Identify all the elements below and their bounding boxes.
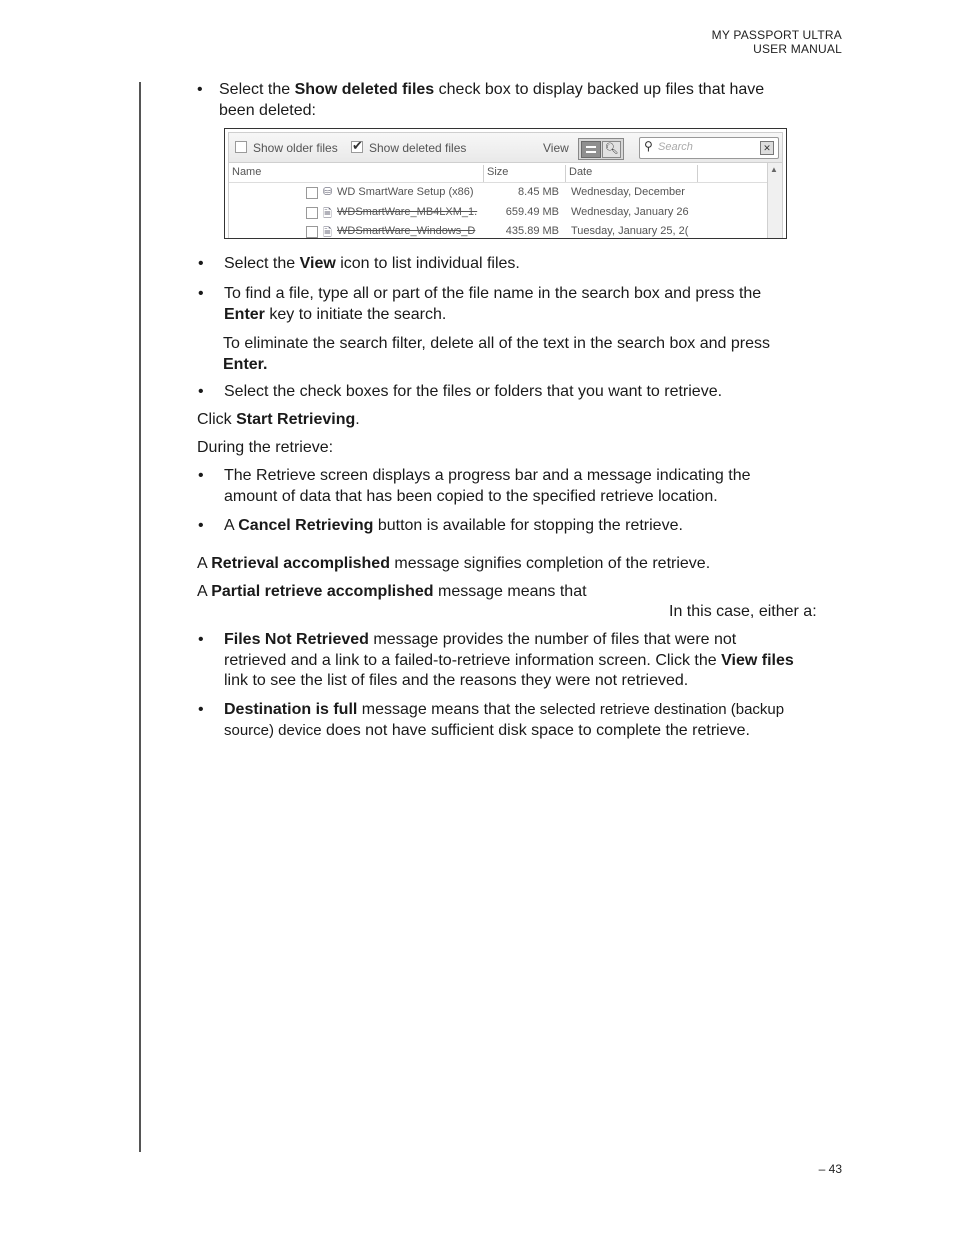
intro-pre: Select the: [219, 81, 295, 98]
bullet-glyph: •: [198, 517, 204, 534]
small-text-run: source) device: [224, 721, 322, 739]
view-label: View: [543, 141, 569, 155]
find-bullet-text: [224, 284, 844, 325]
bullet-glyph: •: [198, 285, 204, 302]
show-deleted-checkbox[interactable]: [351, 138, 363, 153]
document-icon: 🗎︎: [323, 208, 332, 220]
column-divider: [565, 165, 566, 183]
file-name: WDSmartWare_MB4LXM_1.: [337, 206, 478, 218]
view-bullet-text: [224, 254, 844, 275]
margin-rule: [139, 82, 141, 1152]
show-older-checkbox[interactable]: [235, 141, 247, 153]
text-run: icon to list individual files.: [335, 255, 520, 272]
column-name[interactable]: Name: [232, 166, 262, 178]
bullet-glyph: •: [198, 255, 204, 272]
file-name: WD SmartWare Setup (x86): [337, 186, 474, 198]
text-run: does not have sufficient disk space to complete the retrieve.: [321, 721, 750, 739]
row-checkbox[interactable]: [306, 207, 318, 219]
file-row[interactable]: [229, 223, 767, 239]
eliminate-filter-text: [223, 334, 843, 375]
vertical-scrollbar[interactable]: [767, 163, 782, 238]
partial-line2: In this case, either a:: [669, 603, 817, 620]
bold-run: Cancel Retrieving: [238, 517, 374, 534]
search-box[interactable]: [639, 137, 779, 159]
bullet-glyph: •: [198, 701, 204, 718]
text-run: button is available for stopping the retrieve.: [373, 517, 683, 534]
bullet-glyph: •: [198, 631, 204, 648]
column-date[interactable]: Date: [569, 166, 593, 178]
file-size: 659.49 MB: [505, 206, 559, 218]
magnifier-icon: 🔍︎: [604, 143, 619, 155]
file-date: Tuesday, January 25, 2(: [571, 225, 689, 237]
text-run: amount of data that has been copied to the specified retrieve location.: [224, 487, 718, 505]
small-text-run: the selected retrieve destination (backup: [514, 701, 785, 718]
bullet-glyph: •: [198, 467, 204, 484]
bold-run: Destination is full: [224, 701, 358, 718]
view-files-link[interactable]: View files: [721, 651, 794, 669]
file-date: Wednesday, December: [571, 186, 685, 198]
bold-run: Retrieval accomplished: [211, 555, 390, 572]
text-run: message provides the number of files that were not: [368, 631, 737, 648]
column-size[interactable]: Size: [487, 166, 509, 178]
text-run: To eliminate the search filter, delete all of the text in the search box and press: [223, 335, 770, 352]
accomplished-text: [197, 554, 837, 575]
not-retrieved-bullet-text: [224, 630, 844, 692]
file-browser-screenshot: [224, 128, 787, 239]
column-divider: [697, 165, 698, 183]
file-row[interactable]: [229, 184, 767, 203]
bold-run: Start Retrieving: [236, 411, 356, 428]
header-divider: [229, 182, 782, 183]
file-name: WDSmartWare_Windows_D: [337, 225, 476, 237]
text-run: message means that: [357, 701, 515, 718]
show-deleted-label: Show deleted files: [369, 141, 467, 155]
text-run: retrieved and a link to a failed-to-retrieve information screen. Click the: [224, 651, 722, 669]
select-bullet-text: Select the check boxes for the files or folders that you want to retrieve.: [224, 383, 723, 400]
column-divider: [483, 165, 484, 183]
row-checkbox[interactable]: [306, 187, 318, 199]
text-run: .: [355, 411, 360, 428]
view-toggle-group: [578, 138, 624, 160]
bold-run: Files Not Retrieved: [224, 631, 369, 648]
checkmark-icon: ✔: [352, 138, 363, 153]
header-manual: USER MANUAL: [753, 42, 842, 56]
bold-run: Enter.: [223, 355, 268, 373]
bold-run: Partial retrieve accomplished: [211, 583, 434, 600]
scroll-up-icon[interactable]: ▲: [770, 165, 778, 174]
cancel-bullet-text: [224, 516, 844, 537]
text-run: A: [197, 555, 212, 572]
during-heading: During the retrieve:: [197, 439, 334, 456]
list-view-button[interactable]: [581, 141, 601, 158]
setup-file-icon: ⛁: [323, 186, 333, 198]
file-row[interactable]: [229, 204, 767, 223]
intro-post: check box to display backed up files that have: [434, 81, 765, 98]
bold-run: View: [299, 255, 336, 272]
text-run: Click: [197, 411, 237, 428]
destination-full-bullet-text: [224, 700, 844, 741]
text-run: A: [224, 517, 239, 534]
intro-line2: been deleted:: [219, 101, 316, 119]
search-placeholder: Search: [658, 141, 693, 153]
search-view-button[interactable]: [602, 141, 621, 158]
file-date: Wednesday, January 26: [571, 206, 689, 218]
click-start-text: [197, 410, 837, 431]
progress-bullet-text: [224, 466, 844, 507]
text-run: link to see the list of files and the reasons they were not retrieved.: [224, 672, 689, 689]
text-run: The Retrieve screen displays a progress bar and a message indicating the: [224, 467, 751, 484]
header-product: MY PASSPORT ULTRA: [711, 28, 842, 42]
partial-text: [197, 582, 837, 603]
text-run: To find a file, type all or part of the file name in the search box and press the: [224, 285, 762, 302]
file-browser-toolbar: [229, 133, 782, 163]
text-run: key to initiate the search.: [264, 305, 447, 323]
file-size: 8.45 MB: [518, 186, 559, 198]
running-header: [712, 28, 842, 56]
text-run: Select the: [224, 255, 300, 272]
text-run: message means that: [433, 583, 587, 600]
intro-bullet-text: [219, 80, 839, 121]
intro-bold: Show deleted files: [294, 81, 435, 98]
file-browser-panel: [228, 132, 783, 238]
show-older-label: Show older files: [253, 141, 338, 155]
text-run: message signifies completion of the retrieve.: [389, 555, 711, 572]
row-checkbox[interactable]: [306, 226, 318, 238]
document-icon: 🗎︎: [323, 227, 332, 239]
text-run: A: [197, 583, 212, 600]
clear-search-icon[interactable]: ✕: [760, 141, 774, 155]
page-number: – 43: [818, 1162, 842, 1176]
bullet-glyph: •: [197, 81, 203, 98]
bold-run: Enter: [224, 305, 265, 323]
file-size: 435.89 MB: [505, 225, 559, 237]
bullet-glyph: •: [198, 383, 204, 400]
search-icon: ⚲: [644, 139, 653, 153]
